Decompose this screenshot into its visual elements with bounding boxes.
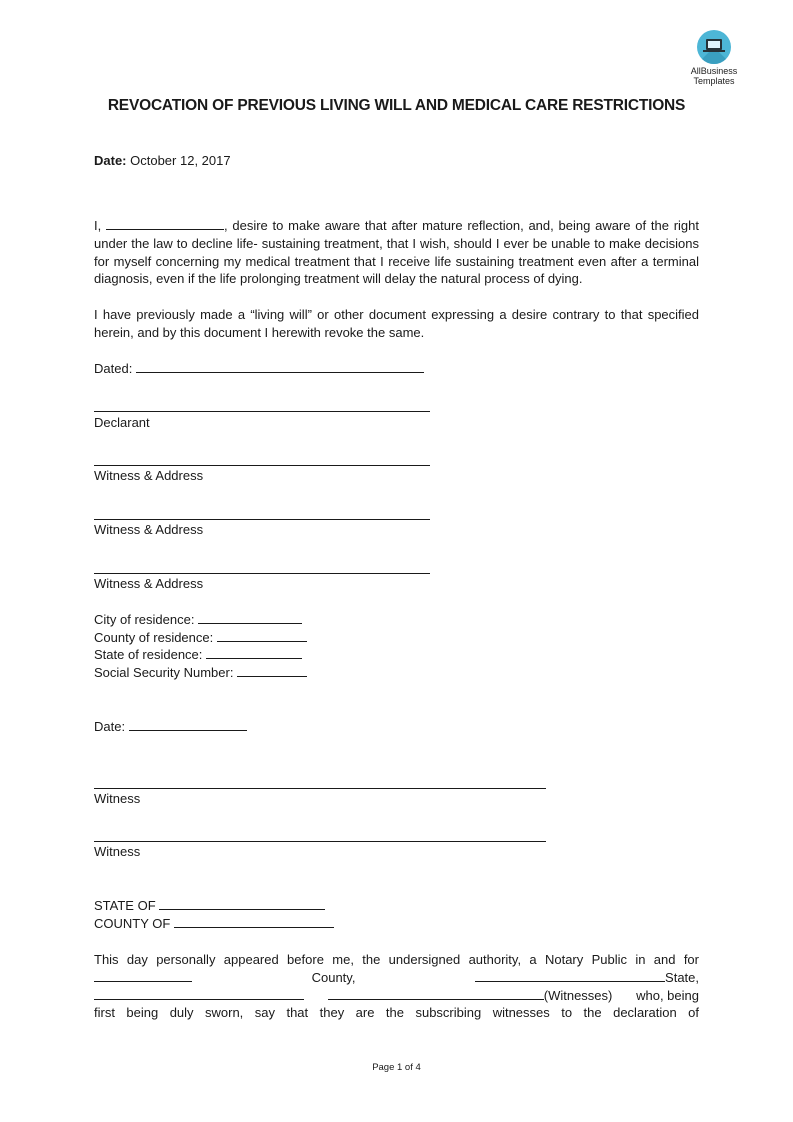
laptop-icon <box>697 30 731 64</box>
witness-signature-line-1[interactable] <box>94 465 430 466</box>
witness-signature-line-4[interactable] <box>94 788 546 789</box>
county-of-blank[interactable] <box>174 915 334 928</box>
notary-paragraph <box>94 951 699 1022</box>
ssn-blank[interactable] <box>237 664 307 677</box>
notary-line-3: (Witnesses) who, being <box>94 987 699 1005</box>
date-line-2: Date: <box>94 718 247 736</box>
date-blank-2[interactable] <box>129 718 247 731</box>
witness-address-label-1: Witness & Address <box>94 468 204 483</box>
declarant-label: Declarant <box>94 415 150 430</box>
document-title: REVOCATION OF PREVIOUS LIVING WILL AND MEDICAL CARE RESTRICTIONS <box>107 97 686 114</box>
witness-signature-line-2[interactable] <box>94 519 430 520</box>
witness-label-1: Witness <box>94 791 141 806</box>
declarant-signature-line[interactable] <box>94 411 430 412</box>
social-security-number: Social Security Number: <box>94 664 307 682</box>
allbusiness-logo <box>680 30 748 86</box>
state-of-blank[interactable] <box>159 897 325 910</box>
logo-text: AllBusiness Templates <box>690 66 738 86</box>
notary-line-1: This day personally appeared before me, the undersigned authority, a Notary Public in and for <box>94 952 699 967</box>
state-of-residence: State of residence: <box>94 646 302 664</box>
date-line <box>94 152 231 170</box>
dated-line: Dated: <box>94 360 424 378</box>
city-blank[interactable] <box>198 611 302 624</box>
witness-signature-line-5[interactable] <box>94 841 546 842</box>
notary-witness-blank-1[interactable] <box>94 987 304 1000</box>
witness-address-label-2: Witness & Address <box>94 522 204 537</box>
dated-blank[interactable] <box>136 360 424 373</box>
notary-line-2: County, State, <box>94 969 699 987</box>
notary-witness-blank-2[interactable] <box>328 987 544 1000</box>
state-of-line: STATE OF <box>94 897 325 915</box>
witness-signature-line-3[interactable] <box>94 573 430 574</box>
notary-line-4: first being duly sworn, say that they are the subscribing witnesses to the declaration of <box>94 1005 699 1021</box>
county-of-line: COUNTY OF <box>94 915 334 933</box>
notary-county-blank[interactable] <box>94 969 192 982</box>
witness-address-label-3: Witness & Address <box>94 576 204 591</box>
page-number: Page 1 of 4 <box>372 1062 421 1073</box>
revocation-paragraph: I have previously made a “living will” or other document expressing a desire contrary to that specified herein, and by this document I herewith revoke the same. <box>94 307 699 340</box>
date-label: Date: <box>94 153 127 168</box>
state-blank[interactable] <box>206 646 302 659</box>
witness-label-2: Witness <box>94 844 141 859</box>
city-of-residence: City of residence: <box>94 611 302 629</box>
county-of-residence: County of residence: <box>94 629 307 647</box>
notary-state-blank[interactable] <box>475 969 665 982</box>
date-value: October 12, 2017 <box>126 153 231 168</box>
county-blank[interactable] <box>217 629 307 642</box>
declarant-name-blank[interactable] <box>106 217 224 230</box>
declaration-paragraph: I, , desire to make aware that after mature reflection, and, being aware of the right under the law to decline life- sustaining treatment, that I wish, should I ever be unable to make decisions for myself concerning my medical treatment that I receive life sustaining treatment even after a terminal diagnosis, even if the life prolonging treatment will delay the natural process of dying. <box>94 218 699 287</box>
